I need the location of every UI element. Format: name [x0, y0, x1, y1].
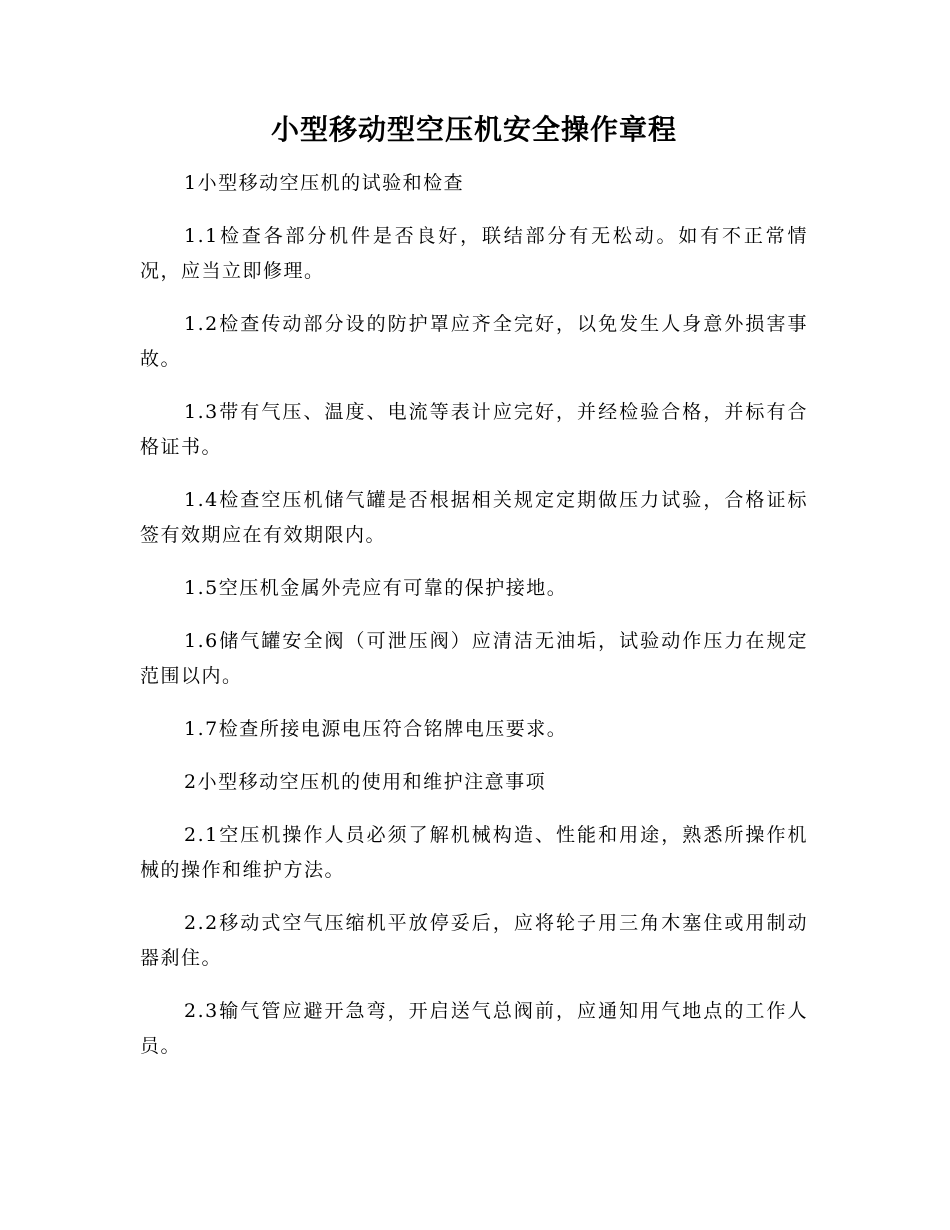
- paragraph-1-5: 1.5空压机金属外壳应有可靠的保护接地。: [184, 577, 568, 599]
- paragraph-1-3: 1.3带有气压、温度、电流等表计应完好，并经检验合格，并标有合格证书。: [140, 401, 808, 458]
- document-page: [140, 108, 808, 1082]
- paragraph-1-2: 1.2检查传动部分设的防护罩应齐全完好，以免发生人身意外损害事故。: [140, 313, 808, 370]
- paragraph-2-1: 2.1空压机操作人员必须了解机械构造、性能和用途，熟悉所操作机械的操作和维护方法。: [140, 824, 808, 881]
- paragraph-1-1: 1.1检查各部分机件是否良好，联结部分有无松动。如有不正常情况，应当立即修理。: [140, 225, 808, 282]
- paragraph-1-6: 1.6储气罐安全阀（可泄压阀）应清洁无油垢，试验动作压力在规定范围以内。: [140, 630, 808, 687]
- paragraph-2-2: 2.2移动式空气压缩机平放停妥后，应将轮子用三角木塞住或用制动器刹住。: [140, 912, 808, 969]
- section-heading-1: 1小型移动空压机的试验和检查: [184, 172, 465, 194]
- paragraph-2-3: 2.3输气管应避开急弯，开启送气总阀前，应通知用气地点的工作人员。: [140, 1000, 808, 1057]
- section-heading-2: 2小型移动空压机的使用和维护注意事项: [184, 771, 547, 793]
- paragraph-1-4: 1.4检查空压机储气罐是否根据相关规定定期做压力试验，合格证标签有效期应在有效期限内。: [140, 489, 808, 546]
- document-title: 小型移动型空压机安全操作章程: [270, 113, 677, 146]
- paragraph-1-7: 1.7检查所接电源电压符合铭牌电压要求。: [184, 718, 568, 740]
